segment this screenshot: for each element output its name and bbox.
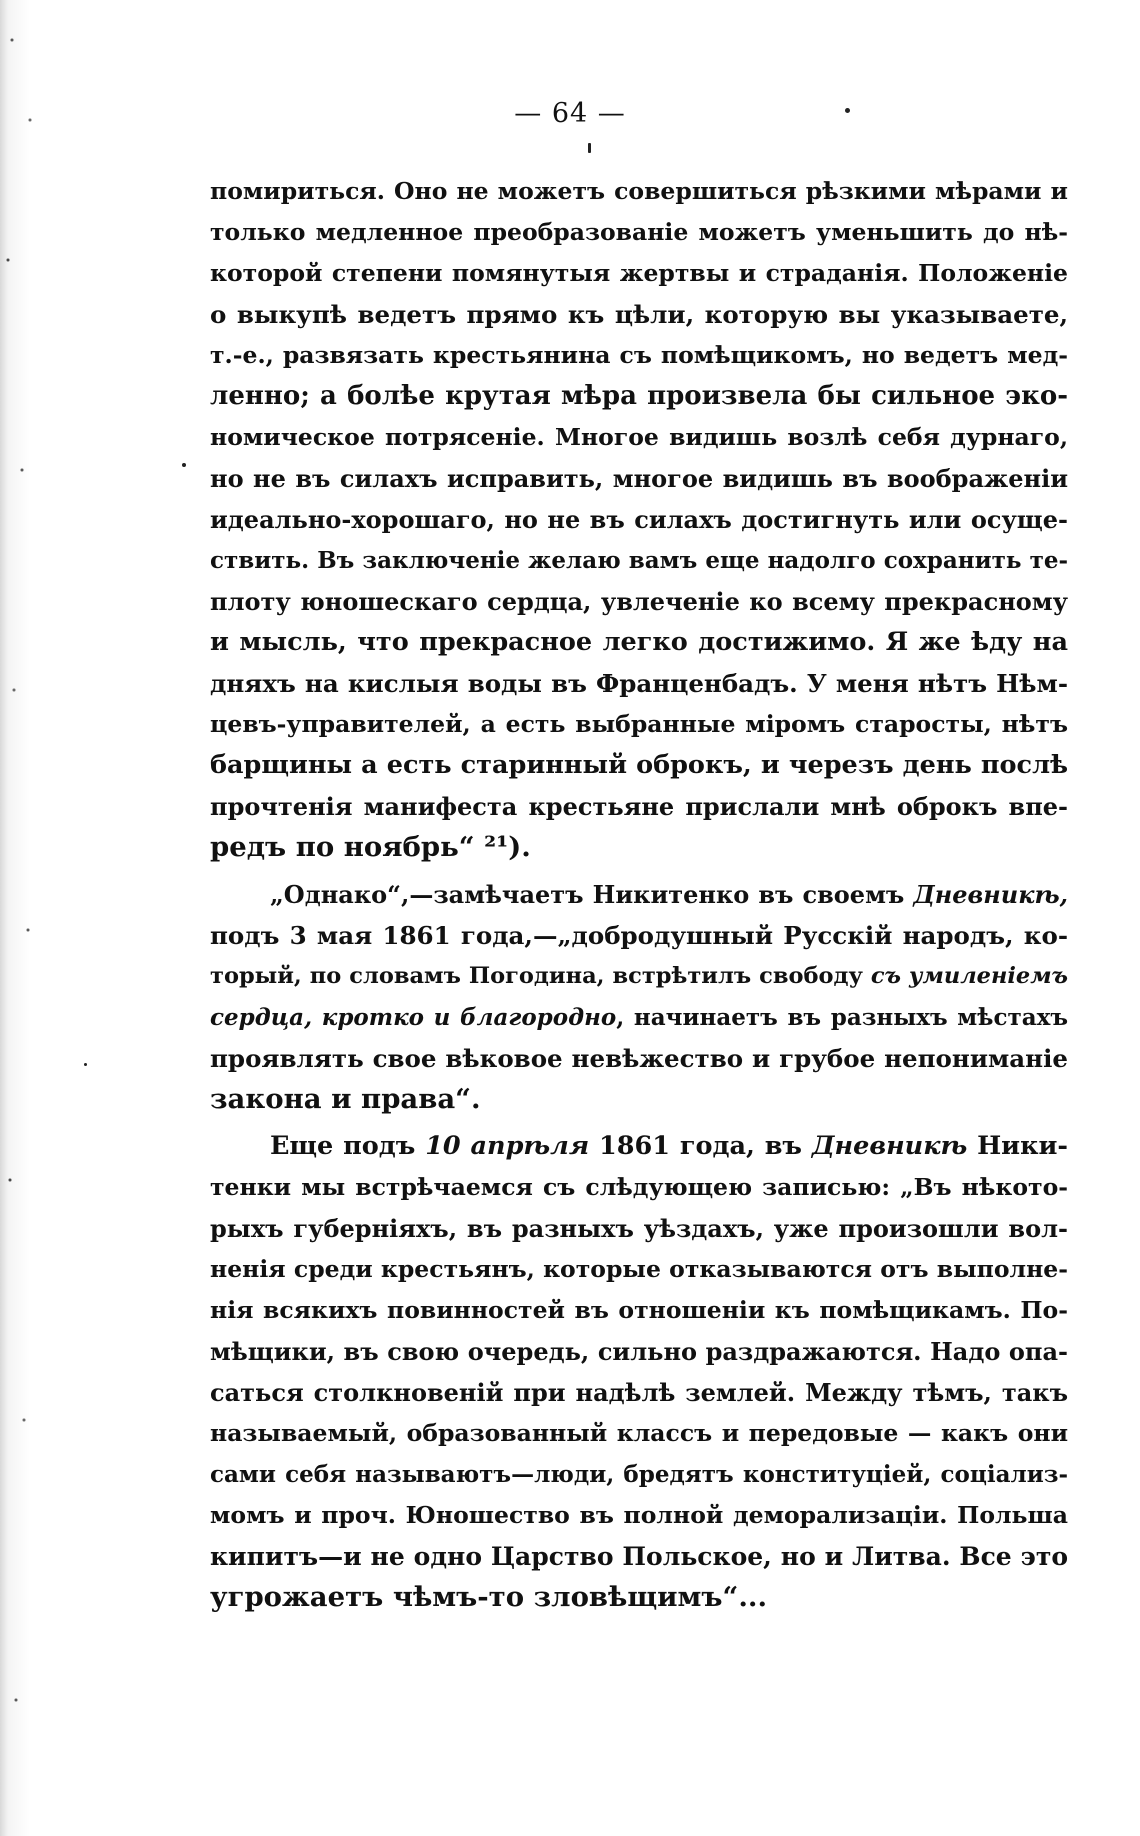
text-run: 1861 года, въ [589, 1131, 812, 1161]
text-line: сами себя называютъ—люди, бредятъ конституціей, соціализ- [210, 1461, 1068, 1488]
paragraph-2 [210, 874, 1068, 1120]
text-line: и мысль, что прекрасное легко достижимо. Я же ѣду на [210, 627, 1068, 657]
text-line: называемый, образованный классъ и передовые — какъ они [210, 1419, 1068, 1447]
text-line: угрожаетъ чѣмъ-то зловѣщимъ“... [210, 1581, 768, 1613]
text-line: ненія среди крестьянъ, которые отказываются отъ выполне- [210, 1255, 1068, 1283]
text-line: рыхъ губерніяхъ, въ разныхъ уѣздахъ, уже произошли вол- [210, 1214, 1068, 1243]
text-line: закона и права“. [210, 1083, 481, 1115]
text-line: мѣщики, въ свою очередь, сильно раздражаются. Надо опа- [210, 1337, 1068, 1366]
text-line: о выкупѣ ведетъ прямо къ цѣли, которую вы указываете, [210, 300, 1068, 329]
italic-quote: сердца, кротко и благородно [210, 1004, 617, 1031]
italic-date: 10 апрѣля [425, 1131, 590, 1161]
text-line: т.-е., развязать крестьянина съ помѣщикомъ, но ведетъ мед- [210, 341, 1068, 369]
text-line: только медленное преобразованіе можетъ уменьшить до нѣ- [210, 218, 1068, 246]
text-run: Еще подъ [270, 1131, 426, 1161]
text-line: прочтенія манифеста крестьяне прислали мнѣ оброкъ впе- [210, 792, 1068, 821]
text-line [210, 997, 1068, 1038]
text-line: момъ и проч. Юношество въ полной деморализаціи. Польша [210, 1501, 1068, 1529]
scan-speck [588, 143, 591, 153]
text-line: нія всякихъ повинностей въ отношеніи къ помѣщикамъ. По- [210, 1296, 1068, 1324]
text-run: Ники- [967, 1131, 1069, 1161]
text-line: барщины а есть старинный оброкъ, и черезъ день послѣ [210, 750, 1068, 780]
text-line: ленно; а болѣе крутая мѣра произвела бы сильное эко- [210, 381, 1068, 411]
text-line: проявлять свое вѣковое невѣжество и грубое непониманіе [210, 1044, 1068, 1073]
italic-title: Дневникѣ [811, 1131, 968, 1161]
text-line: тенки мы встрѣчаемся съ слѣдующею записью: „Въ нѣкото- [210, 1173, 1068, 1201]
text-line: помириться. Оно не можетъ совершиться рѣзкими мѣрами и [210, 177, 1068, 205]
text-line [210, 874, 1068, 915]
text-run: торый, по словамъ Погодина, встрѣтилъ свободу [210, 963, 871, 989]
text-line [210, 956, 1068, 997]
text-line: саться столкновеній при надѣлѣ землей. Между тѣмъ, такъ [210, 1378, 1068, 1407]
text-line: которой степени помянутыя жертвы и страданія. Положеніе [210, 259, 1068, 287]
body-text [210, 171, 1068, 1618]
text-line: плоту юношескаго сердца, увлеченіе ко всему прекрасному [210, 587, 1068, 616]
italic-title: Дневникѣ, [913, 880, 1068, 909]
text-line: идеально-хорошаго, но не въ силахъ достигнуть или осуще- [210, 505, 1068, 534]
text-line: ствить. Въ заключеніе желаю вамъ еще надолго сохранить те- [210, 547, 1068, 574]
page-number: — 64 — [514, 98, 626, 129]
text-run: , начинаетъ въ разныхъ мѣстахъ [616, 1004, 1068, 1031]
text-line [210, 1126, 1068, 1167]
paragraph-1 [210, 171, 1068, 868]
scan-speck [182, 463, 186, 467]
scan-speck [845, 108, 850, 113]
italic-quote: съ умиленіемъ [870, 963, 1068, 989]
text-line: цевъ-управителей, а есть выбранные міромъ старосты, нѣтъ [210, 710, 1068, 738]
text-line: но не въ силахъ исправить, многое видишь въ воображеніи [210, 464, 1068, 493]
scan-binding-edge [0, 0, 46, 1836]
scan-speck [84, 1063, 87, 1066]
text-line: дняхъ на кислыя воды въ Франценбадъ. У меня нѣтъ Нѣм- [210, 669, 1068, 698]
text-run: „Однако“,—замѣчаетъ Никитенко въ своемъ [270, 880, 914, 909]
text-line: редъ по ноябрь“ ²¹). [210, 831, 531, 863]
text-line: номическое потрясеніе. Многое видишь возлѣ себя дурнаго, [210, 423, 1068, 451]
text-line: кипитъ—и не одно Царство Польское, но и Литва. Все это [210, 1542, 1068, 1571]
text-line: подъ 3 мая 1861 года,—„добродушный Русскій народъ, ко- [210, 921, 1068, 950]
paragraph-3 [210, 1126, 1068, 1618]
